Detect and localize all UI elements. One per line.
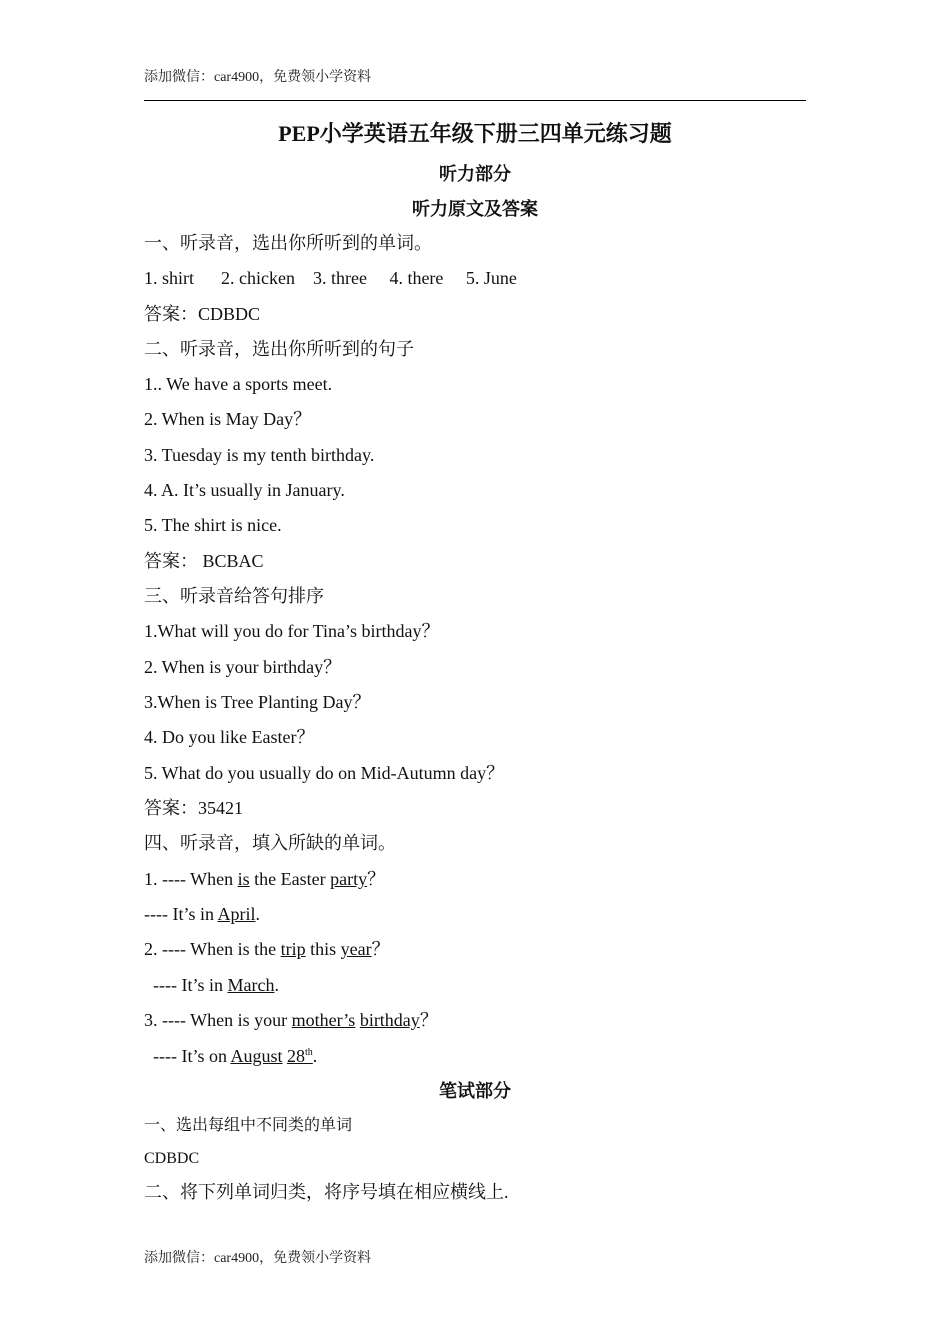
section-subtitle: 听力原文及答案: [412, 199, 538, 219]
ordinal-suffix: th: [305, 1047, 313, 1058]
q4-line-2: [144, 902, 260, 926]
text-segment: ---- It’s in: [144, 904, 218, 924]
text-segment: .: [312, 1046, 318, 1066]
section-listening: 听力部分: [439, 164, 511, 184]
q1-answer: 答案：CDBDC: [144, 304, 261, 324]
q4-line-3: [144, 937, 390, 961]
q1-heading: 一、听录音，选出你所听到的单词。: [144, 233, 432, 253]
filled-blank: party: [330, 869, 368, 889]
q2-item: 2. When is May Day？: [144, 409, 312, 429]
q3-item: 2. When is your birthday？: [144, 657, 342, 677]
page-footer: 添加微信：car4900，免费领小学资料: [144, 1251, 372, 1266]
q4-heading: 四、听录音，填入所缺的单词。: [144, 833, 396, 853]
filled-blank: year: [340, 939, 372, 959]
text-segment: .: [274, 975, 279, 995]
filled-blank: [287, 1046, 313, 1066]
section-written: 笔试部分: [439, 1081, 511, 1101]
text-segment: the Easter: [249, 869, 331, 889]
q3-heading: 三、听录音给答句排序: [144, 586, 324, 606]
q2-item: 1.. We have a sports meet.: [144, 374, 333, 394]
text-segment: ？: [419, 1010, 438, 1030]
filled-blank: April: [217, 904, 256, 924]
q2-item: 5. The shirt is nice.: [144, 515, 282, 535]
text-segment: ---- It’s on: [144, 1046, 231, 1066]
text-segment: ？: [367, 869, 386, 889]
text-segment: .: [255, 904, 260, 924]
text-segment: 28: [287, 1046, 305, 1066]
text-segment: 3. ---- When is your: [144, 1010, 292, 1030]
text-segment: ？: [371, 939, 390, 959]
filled-blank: birthday: [359, 1010, 420, 1030]
q4-line-4: [144, 973, 279, 997]
header-divider: [144, 100, 806, 101]
page-title: PEP小学英语五年级下册三四单元练习题: [278, 121, 672, 146]
q2-item: 4. A. It’s usually in January.: [144, 480, 345, 500]
filled-blank: is: [237, 869, 250, 889]
text-segment: 2. ---- When is the: [144, 939, 281, 959]
filled-blank: August: [230, 1046, 283, 1066]
q3-item: 5. What do you usually do on Mid-Autumn day？: [144, 763, 505, 783]
q3-item: 4. Do you like Easter？: [144, 727, 315, 747]
w2-heading: 二、将下列单词归类，将序号填在相应横线上.: [144, 1182, 509, 1202]
q3-item: 3.When is Tree Planting Day？: [144, 692, 371, 712]
q2-answer: 答案： BCBAC: [144, 551, 264, 571]
page-header: 添加微信：car4900，免费领小学资料: [144, 70, 372, 85]
filled-blank: mother’s: [291, 1010, 356, 1030]
q1-words: 1. shirt 2. chicken 3. three 4. there 5. June: [144, 268, 517, 288]
q4-line-5: [144, 1008, 438, 1032]
filled-blank: March: [227, 975, 275, 995]
q3-item: 1.What will you do for Tina’s birthday？: [144, 621, 440, 641]
text-segment: this: [305, 939, 341, 959]
q4-line-6: [144, 1044, 317, 1068]
q2-item: 3. Tuesday is my tenth birthday.: [144, 445, 375, 465]
q4-line-1: [144, 867, 385, 891]
filled-blank: trip: [280, 939, 306, 959]
q2-heading: 二、听录音，选出你所听到的句子: [144, 339, 414, 359]
text-segment: ---- It’s in: [144, 975, 228, 995]
w1-heading: 一、选出每组中不同类的单词: [144, 1117, 353, 1134]
text-segment: 1. ---- When: [144, 869, 238, 889]
q3-answer: 答案：35421: [144, 798, 243, 818]
w1-answer: CDBDC: [144, 1150, 200, 1167]
